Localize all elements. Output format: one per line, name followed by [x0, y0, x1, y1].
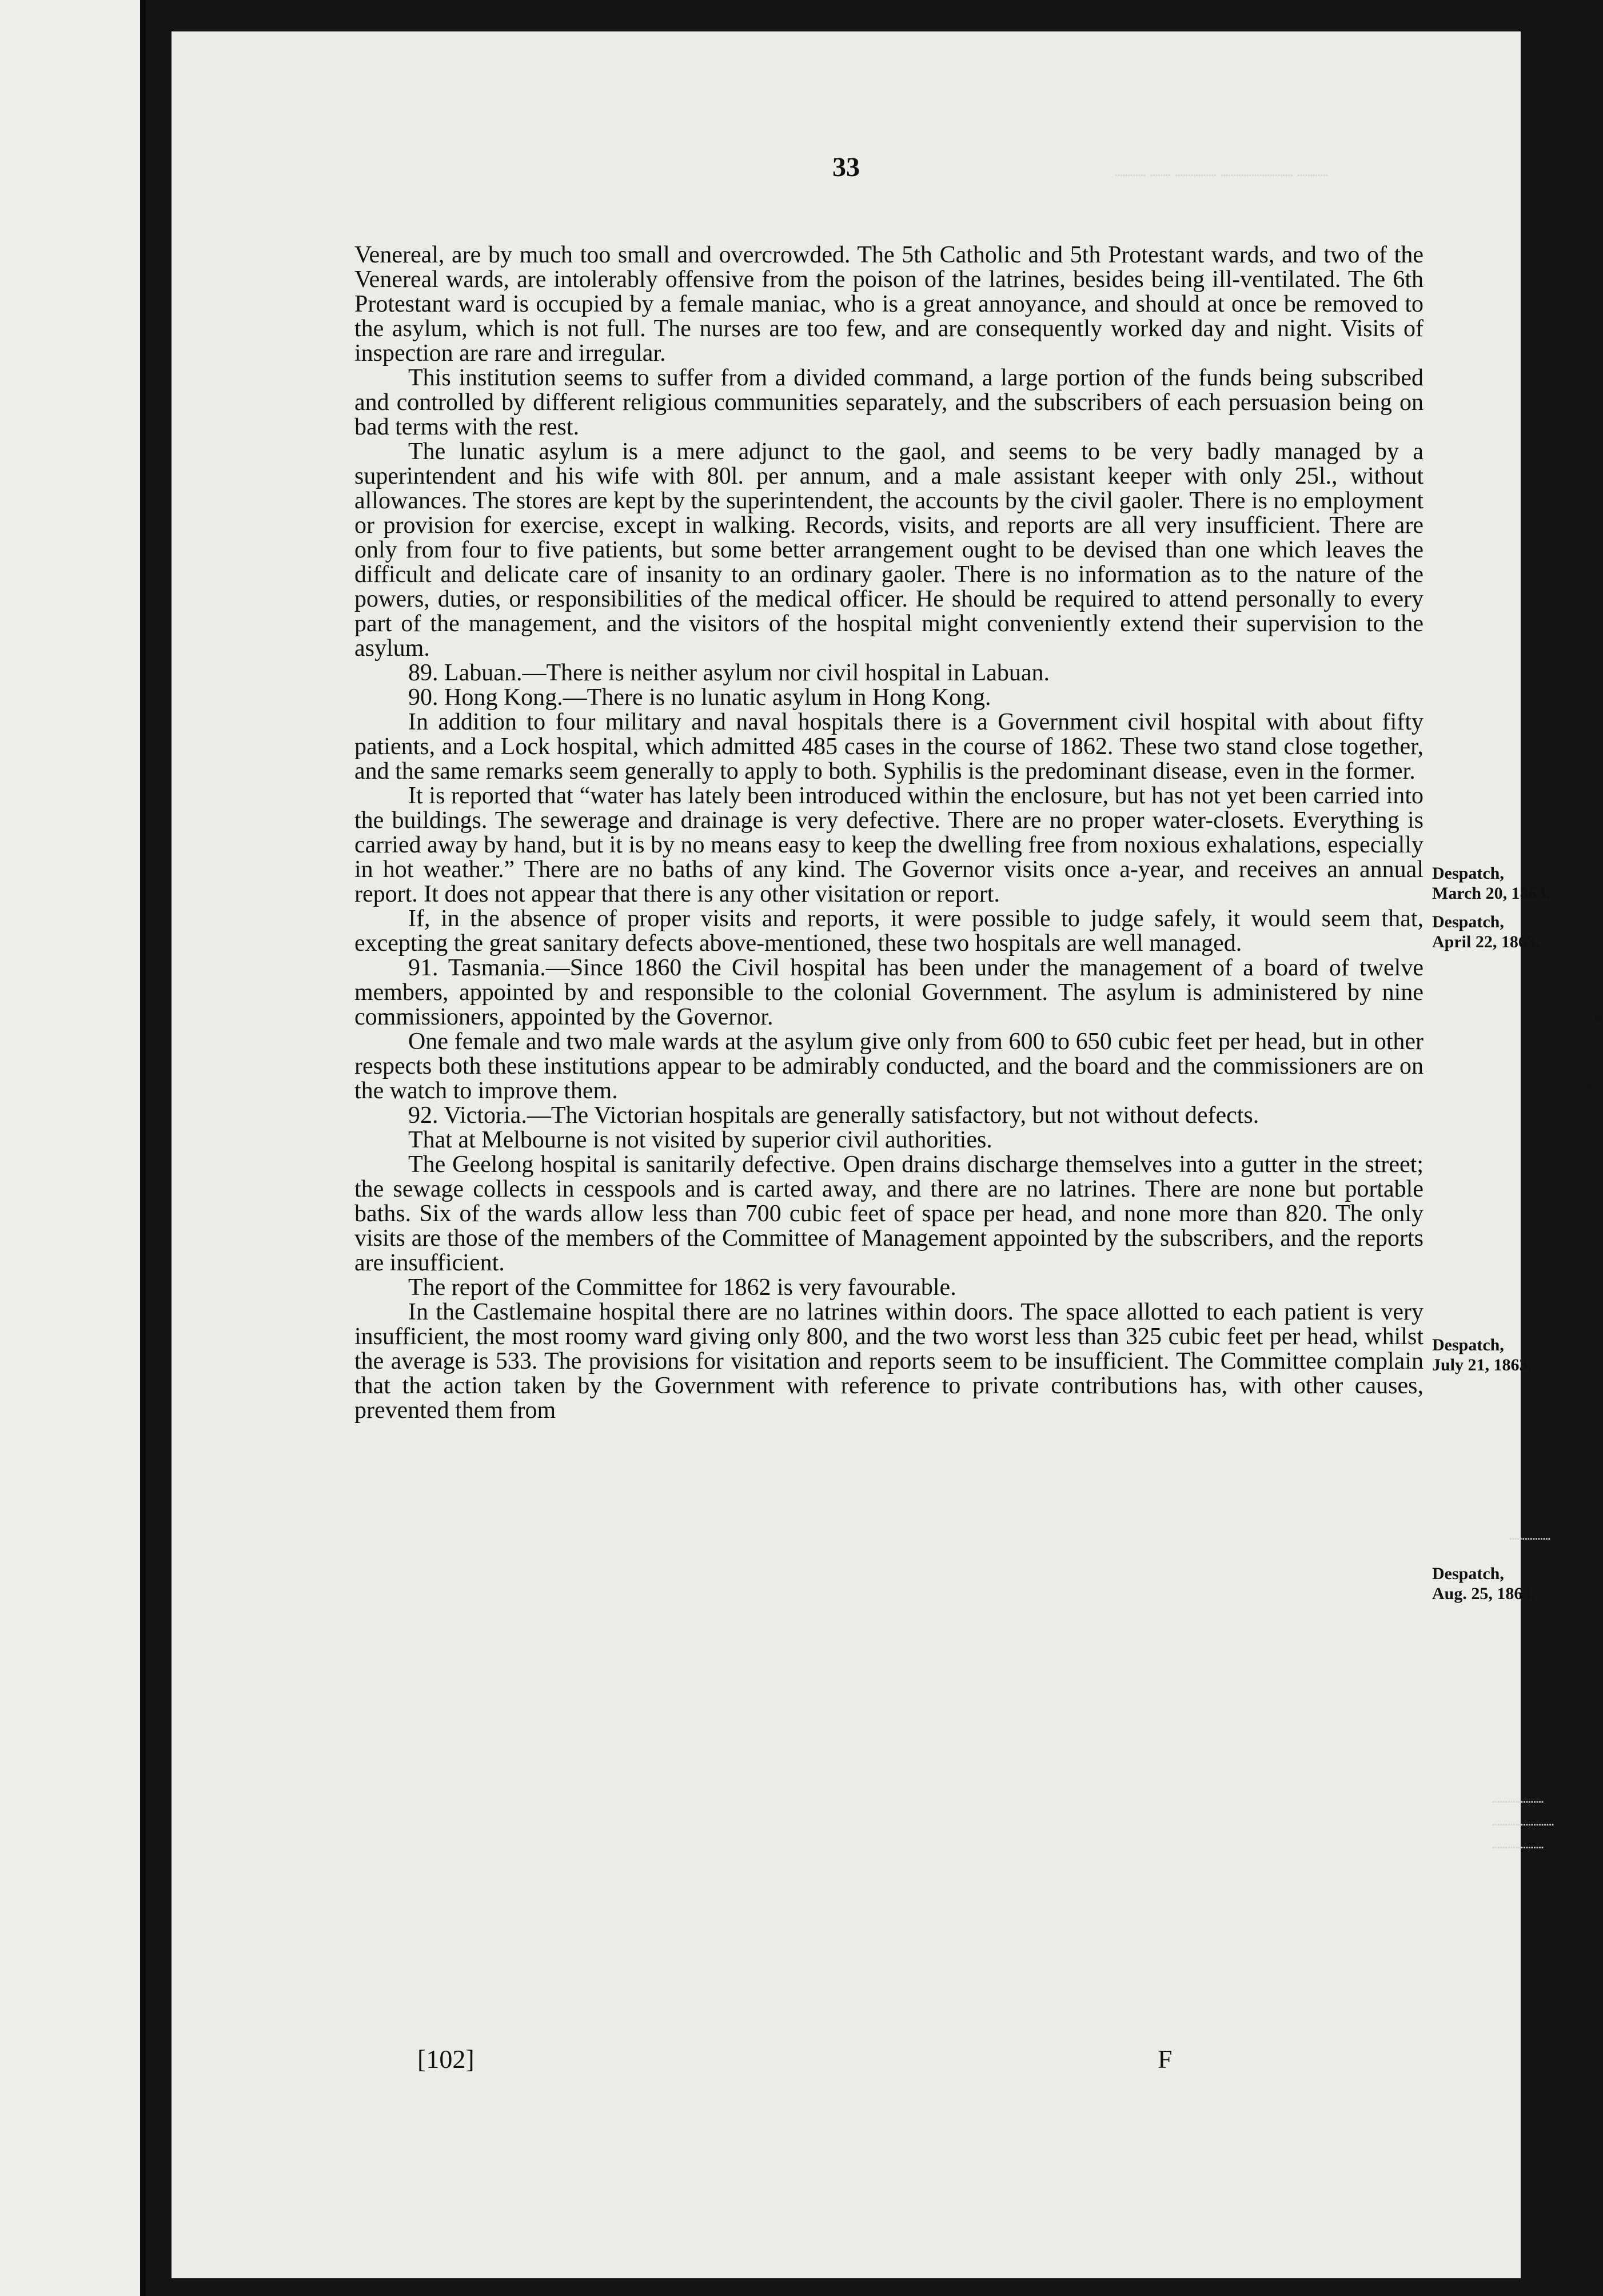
margin-note-title: Despatch, — [1432, 912, 1504, 931]
paragraph: Venereal, are by much too small and overcrowded. The 5th Catholic and 5th Protestant wards, and two of the Venereal wards, are intolerably offensive from the poison of the latrines, besides being ill-ventilated. The 6th Protestant ward is occupied by a female maniac, who is a great annoyance, and should at once be removed to the asylum, which is not full. The nurses are too few, and are consequently worked day and night. Visits of inspection are rare and irregular. — [354, 242, 1423, 366]
page-number: 33 — [832, 152, 860, 182]
margin-note-title: Despatch, — [1432, 864, 1504, 883]
gathering-mark: F — [1158, 2044, 1173, 2074]
paragraph: 90. Hong Kong.—There is no lunatic asylum in Hong Kong. — [408, 684, 991, 711]
paragraph: 91. Tasmania.—Since 1860 the Civil hospital has been under the management of a board of twelve members, appointed by and responsible to the colonial Government. The asylum is administered by nine commissioners, appointed by the Governor. — [354, 955, 1423, 1030]
paragraph: 89. Labuan.—There is neither asylum nor civil hospital in Labuan. — [408, 660, 1050, 686]
ink-speck — [1595, 1015, 1602, 1022]
margin-note — [1432, 1564, 1569, 1604]
ink-speck — [1586, 1083, 1592, 1089]
paragraph: This institution seems to suffer from a divided command, a large portion of the funds being subscribed and controlled by different religious communities separately, and the subscribers of each persuasion being on bad terms with the rest. — [354, 365, 1423, 440]
paragraph: That at Melbourne is not visited by superior civil authorities. — [408, 1127, 992, 1153]
paragraph: The Geelong hospital is sanitarily defective. Open drains discharge themselves into a gutter in the street; the sewage collects in cesspools and is carted away, and there are no latrines. There are none but portable baths. Six of the wards allow less than 700 cubic feet of space per head, and none more than 820. The only visits are those of the members of the Committee of Management appointed by the subscribers, and the reports are insufficient. — [354, 1151, 1423, 1276]
margin-note-date: July 21, 1863. — [1432, 1356, 1533, 1374]
document-page — [172, 31, 1554, 2278]
facing-page-edge — [0, 0, 146, 2296]
paragraph: The lunatic asylum is a mere adjunct to the gaol, and seems to be very badly managed by a superintendent and his wife with 80l. per annum, and a male assistant keeper with only 25l., without allowances. The stores are kept by the superintendent, the accounts by the civil gaoler. There is no employment or provision for exercise, except in walking. Records, visits, and reports are all very insufficient. There are only from four to five patients, but some better arrangement ought to be devised than one which leaves the difficult and delicate care of insanity to an ordinary gaoler. There is no information as to the nature of the powers, duties, or responsibilities of the medical officer. He should be required to attend personally to every part of the management, and the visitors of the hospital might conveniently extend their supervision to the asylum. — [354, 439, 1423, 661]
signature-mark: [102] — [417, 2044, 474, 2074]
margin-note-title: Despatch, — [1432, 1336, 1504, 1354]
paragraph: If, in the absence of proper visits and reports, it were possible to judge safely, it would seem that, excepting the great sanitary defects above-mentioned, these two hospitals are well managed. — [354, 906, 1423, 956]
body-text — [354, 243, 1423, 1423]
paragraph: In the Castlemaine hospital there are no latrines within doors. The space allotted to each patient is very insufficient, the most roomy ward giving only 800, and the two worst less than 325 cubic feet per head, whilst the average is 533. The provisions for visitation and reports seem to be insufficient. The Committee complain that the action taken by the Government with reference to private contributions has, with other causes, prevented them from — [354, 1299, 1423, 1424]
margin-note-date: Aug. 25, 1863. — [1432, 1584, 1536, 1603]
margin-note-date: April 22, 1863. — [1432, 932, 1540, 951]
margin-note — [1432, 863, 1569, 903]
paragraph: It is reported that “water has lately been introduced within the enclosure, but has not yet been carried into the buildings. The sewerage and drainage is very defective. There are no proper water-closets. Everything is carried away by hand, but it is by no means easy to keep the dwelling free from noxious exhalations, especially in hot weather.” There are no baths of any kind. The Governor visits once a-year, and receives an annual report. It does not appear that there is any other visitation or report. — [354, 783, 1423, 907]
margin-note-date: March 20, 1863. — [1432, 884, 1550, 903]
margin-note-title: Despatch, — [1432, 1564, 1504, 1583]
paragraph: In addition to four military and naval hospitals there is a Government civil hospital with about fifty patients, and a Lock hospital, which admitted 485 cases in the course of 1862. These two stand close together, and the same remarks seem generally to apply to both. Syphilis is the predominant disease, even in the former. — [354, 709, 1423, 784]
margin-note — [1432, 912, 1569, 952]
show-through-text: ┈┈┈ ┈┈ ┈┈┈┈ ┈┈┈┈┈┈┈ ┈┈┈ ┈┈┈┈ ┈┈┈┈┈ ┈┈┈┈┈┈ ┈┈┈┈┈ — [1115, 166, 1554, 1857]
paragraph: The report of the Committee for 1862 is very favourable. — [408, 1274, 956, 1301]
margin-note — [1432, 1335, 1569, 1375]
paragraph: One female and two male wards at the asylum give only from 600 to 650 cubic feet per head, but in other respects both these institutions appear to be admirably conducted, and the board and the commissioners are on the watch to improve them. — [354, 1029, 1423, 1104]
paragraph: 92. Victoria.—The Victorian hospitals are generally satisfactory, but not without defects. — [408, 1102, 1259, 1129]
